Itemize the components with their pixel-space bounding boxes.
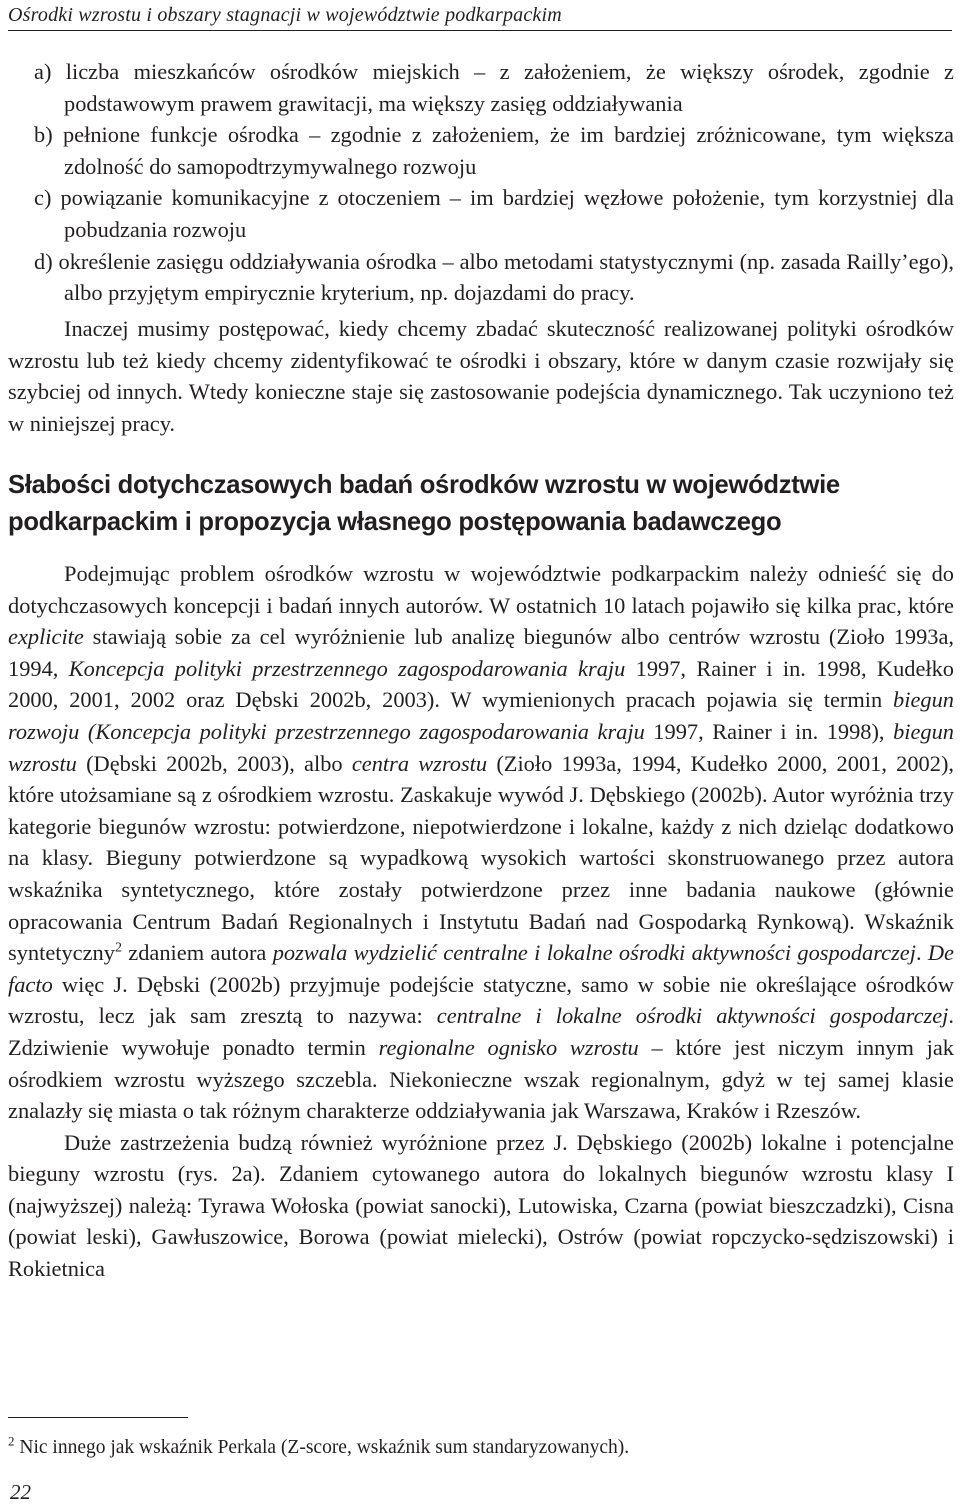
text-run: – które jest niczym innym jak ośrodkiem wzrostu wyższego szczebla. Niekonieczne wszak regionalnym, gdyż w tej samej klasie znalazły się miasta o tak różnym charakterze oddziaływania jak Warszawa, Kraków i Rzeszów. [8,1034,954,1124]
italic-term: biegun rozwoju (Koncepcja polityki przestrzennego zagospodarowania kraju [8,687,954,744]
criteria-list [8,56,954,309]
list-item [8,119,954,182]
italic-term: explicite [8,624,84,650]
body-paragraph-1 [8,558,954,1127]
header-rule [8,30,952,31]
text-run: 1997, Rainer i in. 1998), [644,718,894,744]
text-run: stawiają sobie za cel wyróżnienie lub analizę biegunów albo centrów wzrostu (Zioło 1993a, 1994, [8,624,954,681]
italic-term: biegun wzrostu [8,718,955,776]
body-paragraph-2: Duże zastrzeżenia budzą również wyróżnione przez J. Dębskiego (2002b) lokalne i potencjalne bieguny wzrostu (rys. 2a). Zdaniem cytowanego autora do lokalnych biegunów wzrostu klasy I (najwyższej) należą: Tyrawa Wołoska (powiat sanocki), Lutowiska, Czarna (powiat bieszczadzki), Cisna (powiat leski), Gawłuszowice, Borowa (powiat mielecki), Ostrów (powiat ropczycko-sędziszowski) i Rokietnica [8,1129,954,1282]
italic-quote: centralne i lokalne ośrodki aktywności gospodarczej [436,1003,949,1029]
list-item-text: określenie zasięgu oddziaływania ośrodka – albo metodami statystycznymi (np. zasada Railly’ego), albo przyjętym empirycznie kryterium, np. dojazdami do pracy. [58,248,954,306]
italic-title: Koncepcja polityki przestrzennego zagospodarowania kraju [68,655,626,681]
italic-term: centra wzrostu [351,750,488,776]
running-header: Ośrodki wzrostu i obszary stagnacji w województwie podkarpackim [8,4,562,26]
italic-term: De facto [8,940,954,997]
italic-term: regionalne ognisko wzrostu [378,1034,639,1060]
list-marker: d) [34,248,53,274]
list-item [8,56,954,119]
text-run: . [915,940,928,966]
list-marker: c) [34,185,52,211]
italic-quote: pozwala wydzielić centralne i lokalne ośrodki aktywności gospodarczej [272,940,916,966]
section-heading-line-1: Słabości dotychczasowych badań ośrodków wzrostu w województwie [8,471,840,499]
footnote [8,1433,630,1460]
list-item [8,182,954,245]
footnote-reference[interactable]: 2 [114,940,122,956]
list-item-text: powiązanie komunikacyjne z otoczeniem – im bardziej węzłowe położenie, tym korzystniej dla pobudzania rozwoju [60,185,954,242]
list-item [8,246,954,309]
footnote-rule [8,1417,188,1418]
text-run: Podejmując problem ośrodków wzrostu w województwie podkarpackim należy odnieść się do dotychczasowych koncepcji i badań innych autorów. W ostatnich 10 latach pojawiło się kilka prac, które [8,561,954,618]
footnote-text: Nic innego jak wskaźnik Perkala (Z-score, wskaźnik sum standaryzowanych). [14,1437,630,1458]
section-heading [8,467,954,541]
text-run: zdaniem autora [121,940,273,966]
text-run: (Dębski 2002b, 2003), albo [76,750,352,776]
text-run: . Zdziwienie wywołuje ponadto termin [8,1003,954,1060]
list-marker: a) [34,59,52,84]
footnote-marker: 2 [8,1433,15,1449]
section-heading-line-2: podkarpackim i propozycja własnego postępowania badawczego [8,508,782,536]
text-run: (Zioło 1993a, 1994, Kudełko 2000, 2001, 2002), które utożsamiane są z ośrodkiem wzrostu. Zaskakuje wywód J. Dębskiego (2002b). Autor wyróżnia trzy kategorie biegunów wzrostu: potwierdzone, niepotwierdzone i lokalne, każdy z nich dzieląc dodatkowo na klasy. Bieguny potwierdzone są wypadkową wysokich wartości skonstruowanego przez autora wskaźnika syntetycznego, które zostały potwierdzone przez inne badania naukowe (głównie opracowania Centrum Badań Regionalnych i Instytutu Badań nad Gospodarką Rynkową). Wskaźnik syntetyczny [8,750,954,966]
list-marker: b) [34,122,53,148]
section-body [8,558,954,1285]
text-run: więc J. Dębski (2002b) przyjmuje podejście statyczne, samo w sobie nie określające ośrodków wzrostu, lecz jak sam zresztą to nazywa: [8,971,954,1029]
list-item-text: liczba mieszkańców ośrodków miejskich – z założeniem, że większy ośrodek, zgodnie z podstawowym prawem grawitacji, ma większy zasięg oddziaływania [64,59,954,116]
intro-paragraph: Inaczej musimy postępować, kiedy chcemy zbadać skuteczność realizowanej polityki ośrodków wzrostu lub też kiedy chcemy zidentyfikować te ośrodki i obszary, które w danym czasie rozwijały się szybciej od innych. Wtedy konieczne staje się zastosowanie podejścia dynamicznego. Tak uczyniono też w niniejszej pracy. [8,316,954,436]
page-number: 22 [10,1480,31,1504]
intro-block [8,313,954,439]
text-run: 1997, Rainer i in. 1998, Kudełko 2000, 2001, 2002 oraz Dębski 2002b, 2003). W wymienionych pracach pojawia się termin [8,655,955,713]
list-item-text: pełnione funkcje ośrodka – zgodnie z założeniem, że im bardziej zróżnicowane, tym większa zdolność do samopodtrzymywalnego rozwoju [62,122,954,179]
